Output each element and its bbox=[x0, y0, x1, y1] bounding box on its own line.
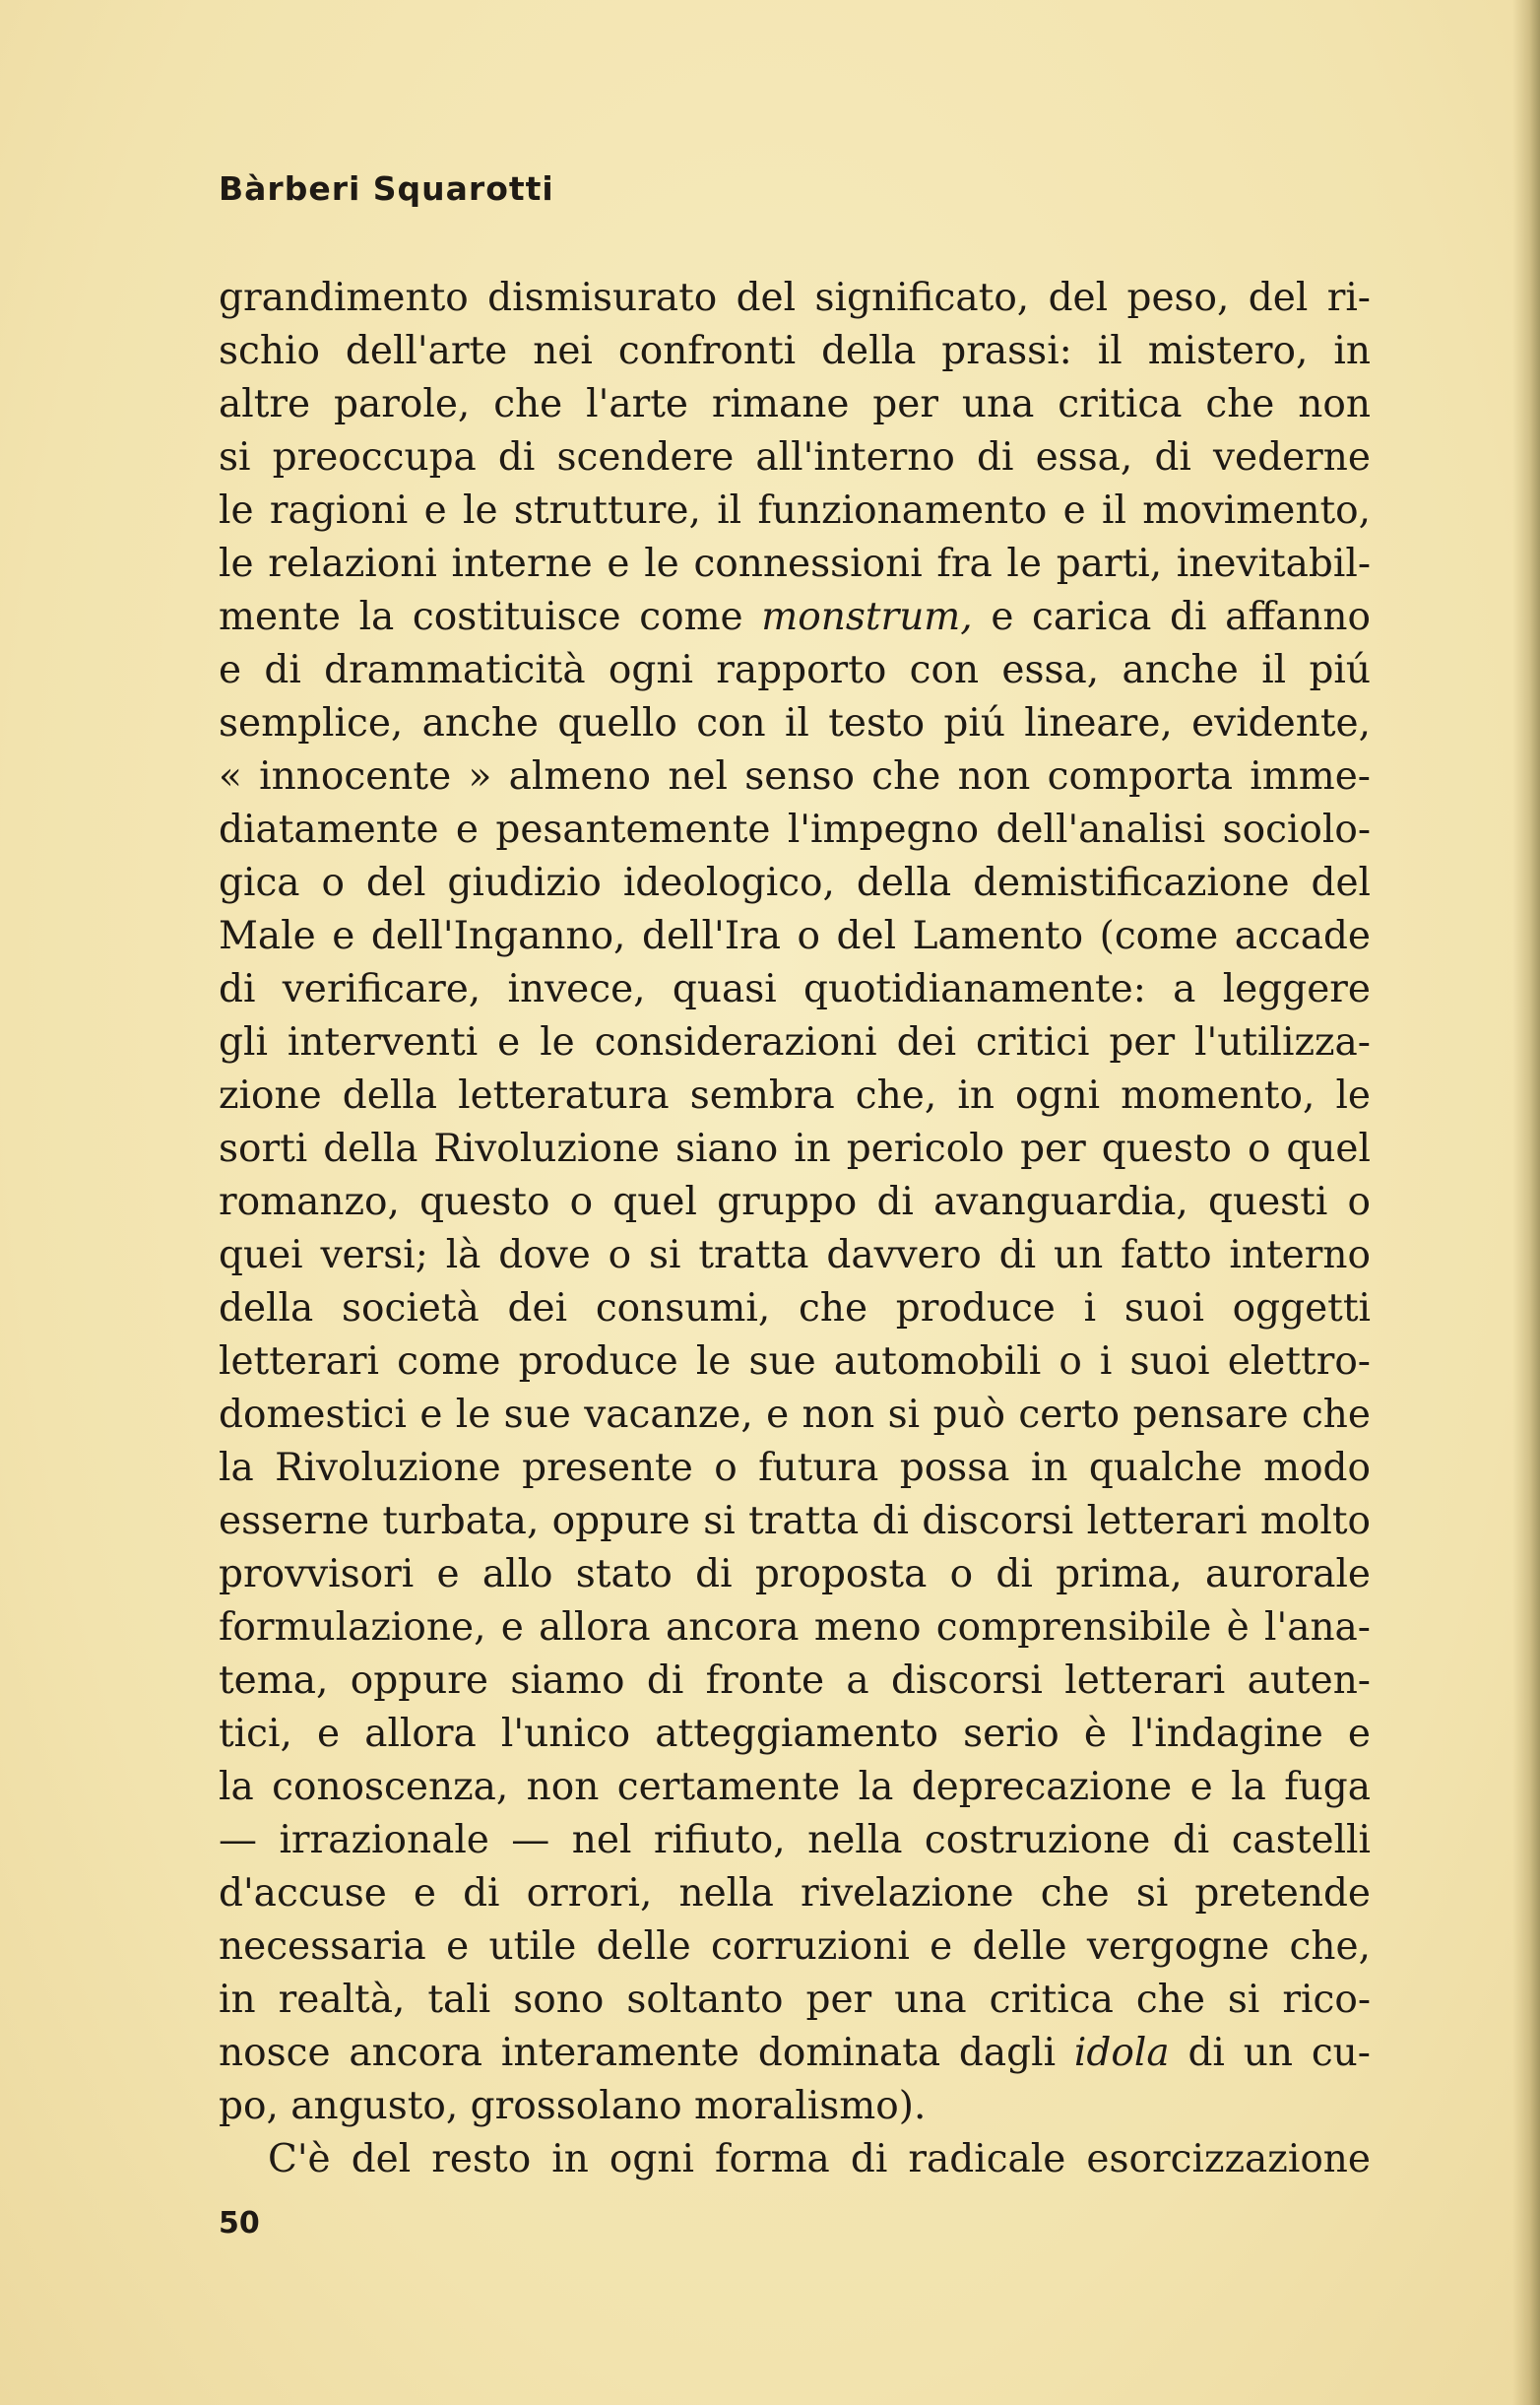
text-line: si preoccupa di scendere all'interno di essa, di vederne bbox=[219, 435, 1371, 480]
text-line: zione della letteratura sembra che, in ogni momento, le bbox=[219, 1073, 1371, 1118]
page-edge-shadow bbox=[1512, 0, 1540, 2405]
text-line: di verificare, invece, quasi quotidianamente: a leggere bbox=[219, 967, 1371, 1011]
italic-term: monstrum, bbox=[761, 595, 973, 639]
text-line: Male e dell'Inganno, dell'Ira o del Lamento (come accade bbox=[219, 914, 1371, 958]
text-line: le ragioni e le strutture, il funzionamento e il movimento, bbox=[219, 488, 1371, 533]
italic-term: idola bbox=[1073, 2031, 1170, 2075]
text-line: « innocente » almeno nel senso che non comporta imme- bbox=[219, 754, 1371, 799]
text-line: semplice, anche quello con il testo piú lineare, evidente, bbox=[219, 701, 1371, 746]
text-line: letterari come produce le sue automobili o i suoi elettro- bbox=[219, 1339, 1371, 1384]
text-line: altre parole, che l'arte rimane per una critica che non bbox=[219, 382, 1371, 426]
text-line: gli interventi e le considerazioni dei critici per l'utilizza- bbox=[219, 1020, 1371, 1065]
text-line: esserne turbata, oppure si tratta di discorsi letterari molto bbox=[219, 1499, 1371, 1543]
text-line: provvisori e allo stato di proposta o di prima, aurorale bbox=[219, 1552, 1371, 1596]
text-line: romanzo, questo o quel gruppo di avanguardia, questi o bbox=[219, 1180, 1371, 1224]
text-line: po, angusto, grossolano moralismo). bbox=[219, 2084, 927, 2128]
paragraph-start-line: C'è del resto in ogni forma di radicale esorcizzazione bbox=[268, 2137, 1371, 2181]
text-line: schio dell'arte nei confronti della prassi: il mistero, in bbox=[219, 329, 1371, 373]
text-line: gica o del giudizio ideologico, della demistificazione del bbox=[219, 861, 1371, 905]
text-line: tema, oppure siamo di fronte a discorsi letterari auten- bbox=[219, 1658, 1371, 1703]
body-text bbox=[219, 272, 1371, 2186]
text-line: sorti della Rivoluzione siano in pericolo per questo o quel bbox=[219, 1127, 1371, 1171]
page-number: 50 bbox=[219, 2206, 260, 2241]
text-line: la Rivoluzione presente o futura possa in qualche modo bbox=[219, 1446, 1371, 1490]
text-segment: e carica di affanno bbox=[972, 595, 1371, 639]
text-line: tici, e allora l'unico atteggiamento serio è l'indagine e bbox=[219, 1712, 1371, 1756]
text-line: e di drammaticità ogni rapporto con essa, anche il piú bbox=[219, 648, 1371, 692]
text-line: quei versi; là dove o si tratta davvero di un fatto interno bbox=[219, 1233, 1371, 1277]
text-line: la conoscenza, non certamente la deprecazione e la fuga bbox=[219, 1765, 1371, 1809]
text-line: in realtà, tali sono soltanto per una critica che si rico- bbox=[219, 1978, 1371, 2022]
text-line: d'accuse e di orrori, nella rivelazione che si pretende bbox=[219, 1871, 1371, 1916]
text-line: domestici e le sue vacanze, e non si può certo pensare che bbox=[219, 1393, 1371, 1437]
text-segment: di un cu- bbox=[1169, 2031, 1371, 2075]
text-line: della società dei consumi, che produce i suoi oggetti bbox=[219, 1286, 1371, 1331]
text-line: necessaria e utile delle corruzioni e delle vergogne che, bbox=[219, 1924, 1371, 1969]
running-head: Bàrberi Squarotti bbox=[219, 169, 554, 208]
text-line-with-italic bbox=[219, 591, 1371, 644]
text-segment: mente la costituisce come bbox=[219, 595, 762, 639]
text-line: formulazione, e allora ancora meno comprensibile è l'ana- bbox=[219, 1605, 1371, 1650]
text-line: diatamente e pesantemente l'impegno dell'analisi sociolo- bbox=[219, 808, 1371, 852]
text-line: grandimento dismisurato del significato, del peso, del ri- bbox=[219, 276, 1371, 320]
text-line: — irrazionale — nel rifiuto, nella costruzione di castelli bbox=[219, 1818, 1371, 1862]
text-segment: nosce ancora interamente dominata dagli bbox=[219, 2031, 1074, 2075]
text-line: le relazioni interne e le connessioni fra le parti, inevitabil- bbox=[219, 542, 1371, 586]
text-line-with-italic bbox=[219, 2027, 1371, 2080]
